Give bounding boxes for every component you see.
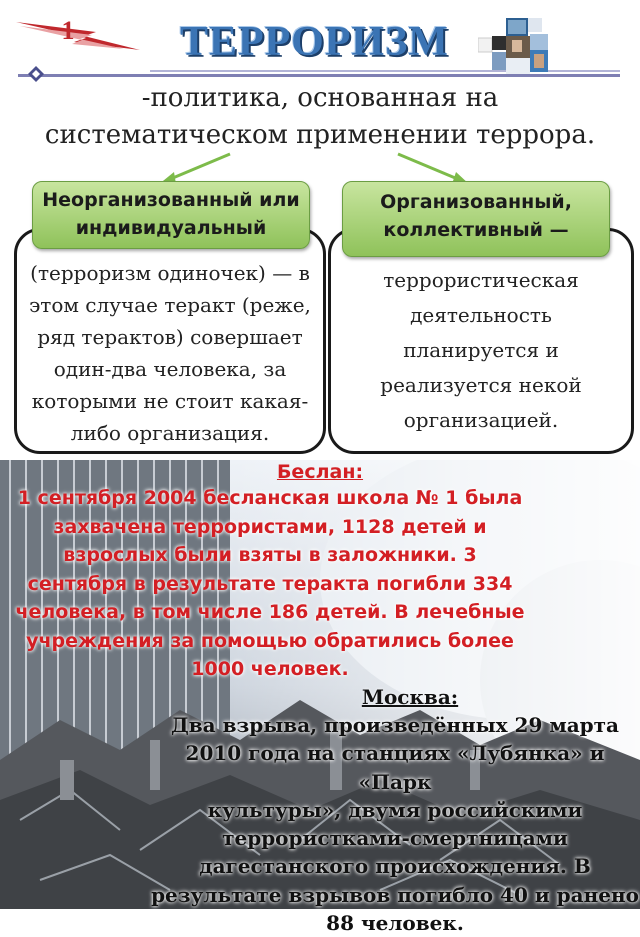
- heading-line-2: коллективный —: [383, 219, 569, 241]
- page-number: 1: [61, 16, 75, 45]
- beslan-line: захвачена террористами, 1128 детей и: [53, 515, 487, 538]
- definition-line-1: -политика, основанная на: [141, 83, 499, 113]
- moscow-line: 2010 года на станциях «Лубянка» и «Парк: [185, 741, 605, 794]
- card-line: один-два человека, за: [53, 357, 287, 381]
- heading-line-1: Организованный,: [380, 191, 572, 213]
- card-line: реализуется некой: [380, 373, 582, 397]
- beslan-line: учреждения за помощью обратились более: [26, 629, 514, 652]
- photo-collage-icon: [478, 18, 558, 78]
- beslan-text: [0, 484, 540, 684]
- card-line: ряд терактов) совершает: [37, 325, 303, 349]
- moscow-text: [150, 711, 640, 937]
- card-line: которыми не стоит какая-: [31, 389, 309, 413]
- organized-terrorism-heading: [342, 181, 610, 257]
- heading-line-1: Неорганизованный или: [42, 189, 300, 211]
- beslan-line: сентября в результате теракта погибли 334: [27, 572, 513, 595]
- definition-line-2: систематическом применении террора.: [44, 120, 596, 150]
- moscow-line: Два взрыва, произведённых 29 марта: [171, 713, 619, 737]
- heading-line-2: индивидуальный: [75, 217, 267, 239]
- page-title: ТЕРРОРИЗМ: [180, 19, 449, 65]
- moscow-line: культуры», двумя российскими: [207, 797, 583, 822]
- beslan-line: человека, в том числе 186 детей. В лечебные: [15, 601, 525, 623]
- beslan-line: 1 сентября 2004 бесланская школа № 1 была: [17, 487, 523, 509]
- beslan-line: 1000 человек.: [191, 658, 349, 680]
- moscow-line: дагестанского происхождения. В: [199, 854, 591, 879]
- definition: [0, 80, 640, 154]
- beslan-line: взрослых были взяты в заложники. 3: [63, 544, 477, 566]
- card-line: либо организация.: [70, 421, 270, 445]
- individual-terrorism-card: [14, 228, 326, 454]
- moscow-title: Москва:: [361, 685, 459, 709]
- lightning-bolt-icon: [14, 18, 144, 66]
- organized-terrorism-card: [328, 228, 634, 454]
- card-line: деятельность: [410, 303, 552, 327]
- individual-terrorism-heading: [32, 181, 310, 249]
- card-line: организацией.: [403, 408, 559, 432]
- moscow-line: 88 человек.: [326, 911, 464, 936]
- card-line: планируется и: [403, 338, 559, 362]
- card-line: этом случае теракт (реже,: [29, 293, 311, 317]
- moscow-line: результате взрывов погибло 40 и ранено: [151, 882, 639, 907]
- card-line: (терроризм одиночек) — в: [30, 261, 310, 285]
- card-line: террористическая: [383, 268, 579, 292]
- beslan-title: Беслан:: [276, 461, 364, 483]
- moscow-line: террористками-смертницами: [222, 826, 568, 851]
